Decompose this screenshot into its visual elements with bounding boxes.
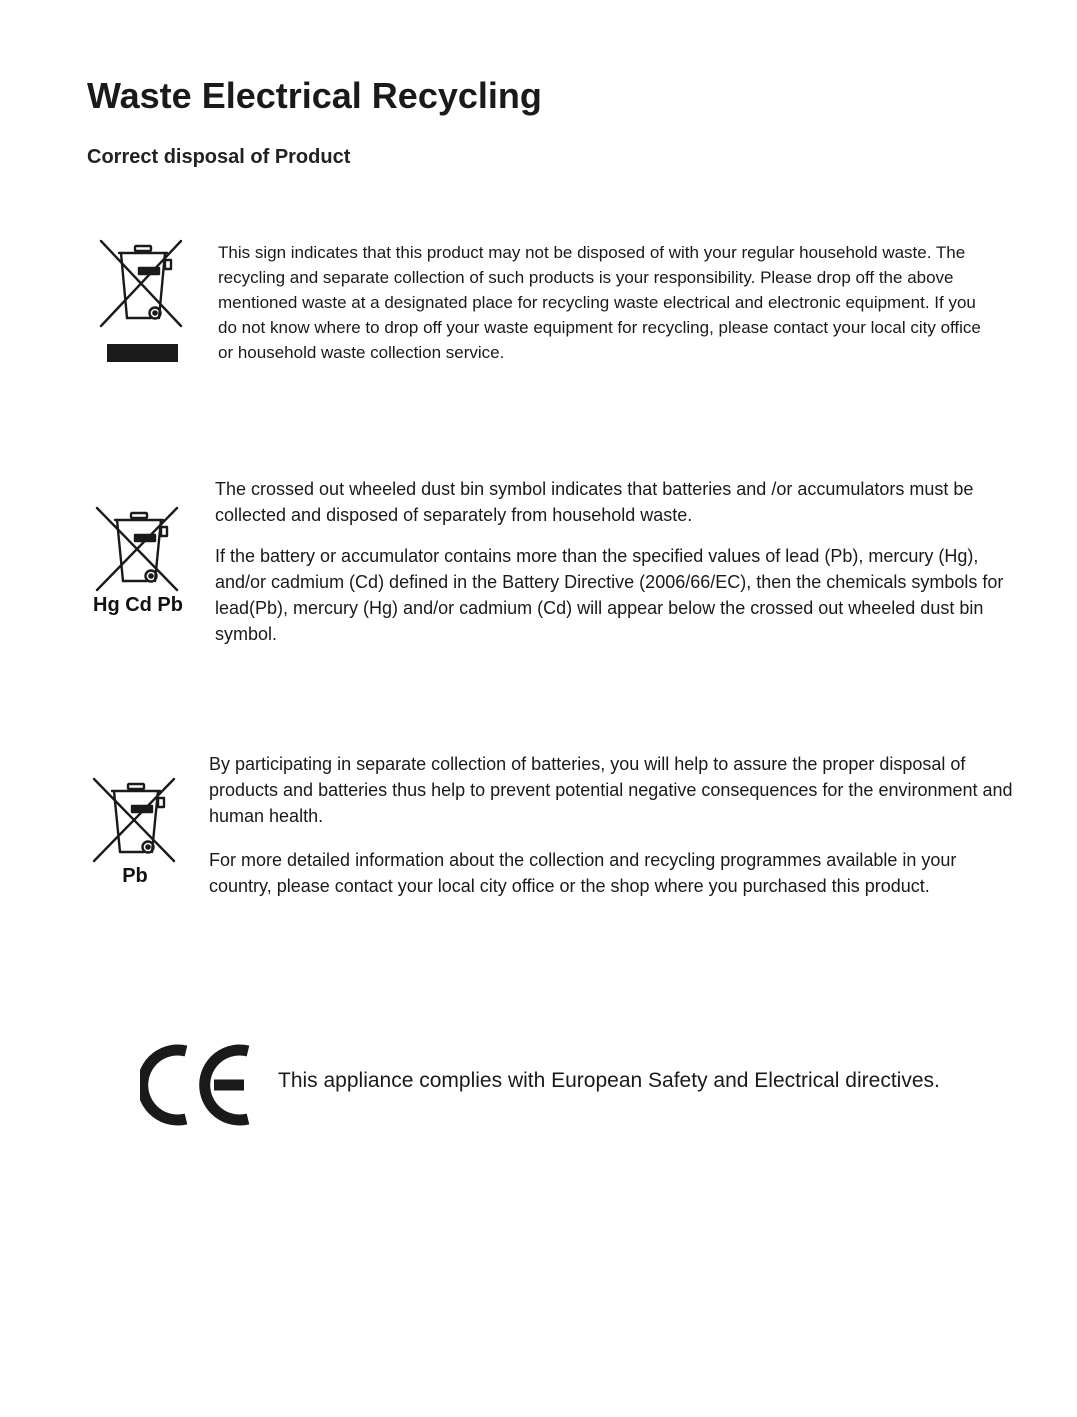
section2-paragraph-2: If the battery or accumulator contains more than the specified values of lead (Pb), mercury (Hg), and/or cadmium (Cd) defined in the Battery Directive (2006/66/EC), then the chemicals symbols for lead(Pb), mercury (Hg) and/or cadmium (Cd) will appear below the crossed out wheeled dust bin symbol. [215, 546, 1004, 644]
page-title: Waste Electrical Recycling [87, 75, 542, 116]
page-subtitle: Correct disposal of Product [87, 146, 351, 168]
chem-symbols-label: Pb [122, 865, 148, 887]
section1-text: This sign indicates that this product may not be disposed of with your regular household waste. The recycling and separate collection of such products is your responsibility. Please drop off the above mentioned waste at a designated place for recycling waste electrical and electronic equipment. If you do not know where to drop off your waste equipment for recycling, please contact your local city office or household waste collection service. [218, 243, 981, 362]
battery-symbol-pb [90, 776, 180, 888]
section2-paragraph-1: The crossed out wheeled dust bin symbol indicates that batteries and /or accumulators must be collected and disposed of separately from household waste. [215, 479, 974, 525]
section3-paragraph-1: By participating in separate collection of batteries, you will help to assure the proper disposal of products and batteries thus help to prevent potential negative consequences for the environment and human health. [209, 754, 1013, 826]
bar-icon [107, 344, 178, 362]
crossed-bin-icon [90, 776, 180, 864]
section3-paragraph-2: For more detailed information about the collection and recycling programmes available in your country, please contact your local city office or the shop where you purchased this product. [209, 850, 957, 896]
crossed-bin-icon [97, 238, 187, 330]
weee-symbol [97, 238, 187, 362]
battery-symbol-hgcdpb [93, 505, 183, 617]
crossed-bin-icon [93, 505, 183, 593]
ce-compliance-text: This appliance complies with European Safety and Electrical directives. [278, 1069, 940, 1092]
ce-mark [140, 1043, 256, 1132]
ce-mark-icon [140, 1043, 256, 1127]
chem-symbols-label: Hg Cd Pb [93, 594, 183, 616]
